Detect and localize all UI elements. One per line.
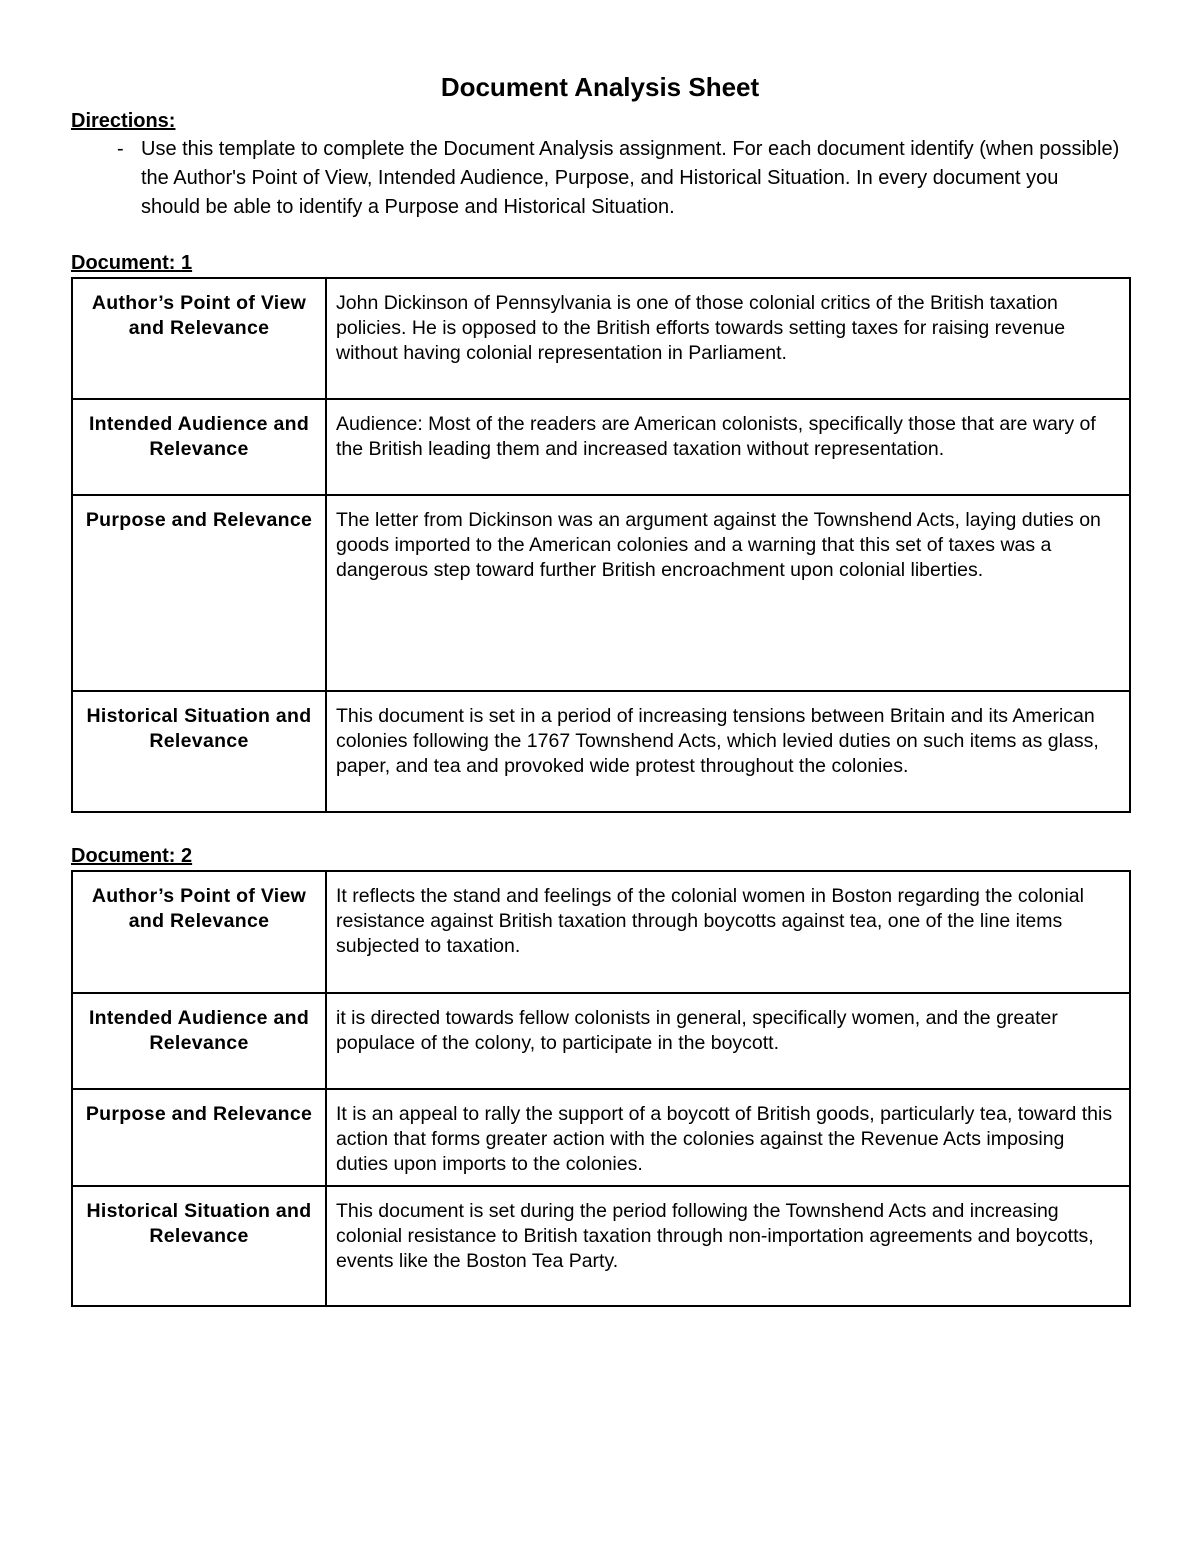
row-heading: Author’s Point of View and Relevance: [72, 871, 326, 993]
row-content: John Dickinson of Pennsylvania is one of those colonial critics of the British taxation policies. He is opposed to the British efforts towards setting taxes for raising revenue without having colonial representation in Parliament.: [326, 278, 1130, 399]
document-2-table: [71, 870, 1131, 1307]
table-row: [72, 993, 1130, 1089]
row-content: it is directed towards fellow colonists in general, specifically women, and the greater populace of the colony, to participate in the boycott.: [326, 993, 1130, 1089]
row-heading: Purpose and Relevance: [72, 495, 326, 691]
row-heading: Intended Audience and Relevance: [72, 993, 326, 1089]
table-row: [72, 871, 1130, 993]
table-row: [72, 691, 1130, 812]
directions-bullet: -: [117, 138, 124, 160]
table-row: [72, 278, 1130, 399]
row-content: This document is set during the period following the Townshend Acts and increasing colonial resistance to British taxation through non-importation agreements and boycotts, events like the Boston Tea Party.: [326, 1186, 1130, 1306]
row-content: This document is set in a period of increasing tensions between Britain and its American colonies following the 1767 Townshend Acts, which levied duties on such items as glass, paper, and tea and provoked wide protest throughout the colonies.: [326, 691, 1130, 812]
row-heading: Purpose and Relevance: [72, 1089, 326, 1186]
table-row: [72, 399, 1130, 495]
document-1-label: Document: 1: [71, 252, 193, 274]
table-row: [72, 1186, 1130, 1306]
row-heading: Author’s Point of View and Relevance: [72, 278, 326, 399]
table-row: [72, 1089, 1130, 1186]
document-2-label: Document: 2: [71, 845, 193, 867]
row-content: The letter from Dickinson was an argument against the Townshend Acts, laying duties on goods imported to the American colonies and a warning that this set of taxes was a dangerous step toward further British encroachment upon colonial liberties.: [326, 495, 1130, 691]
row-content: It reflects the stand and feelings of the colonial women in Boston regarding the colonial resistance against British taxation through boycotts against tea, one of the line items subjected to taxation.: [326, 871, 1130, 993]
table-row: [72, 495, 1130, 691]
row-heading: Intended Audience and Relevance: [72, 399, 326, 495]
document-1-table: [71, 277, 1131, 813]
row-heading: Historical Situation and Relevance: [72, 1186, 326, 1306]
row-content: Audience: Most of the readers are American colonists, specifically those that are wary of the British leading them and increased taxation without representation.: [326, 399, 1130, 495]
directions-text: Use this template to complete the Document Analysis assignment. For each document identify (when possible) the Author's Point of View, Intended Audience, Purpose, and Historical Situation. In every document you should be able to identify a Purpose and Historical Situation.: [141, 138, 1120, 218]
row-heading: Historical Situation and Relevance: [72, 691, 326, 812]
page-title: Document Analysis Sheet: [440, 72, 760, 102]
directions-label: Directions:: [71, 110, 176, 132]
row-content: It is an appeal to rally the support of a boycott of British goods, particularly tea, toward this action that forms greater action with the colonies against the Revenue Acts imposing duties upon imports to the colonies.: [326, 1089, 1130, 1186]
